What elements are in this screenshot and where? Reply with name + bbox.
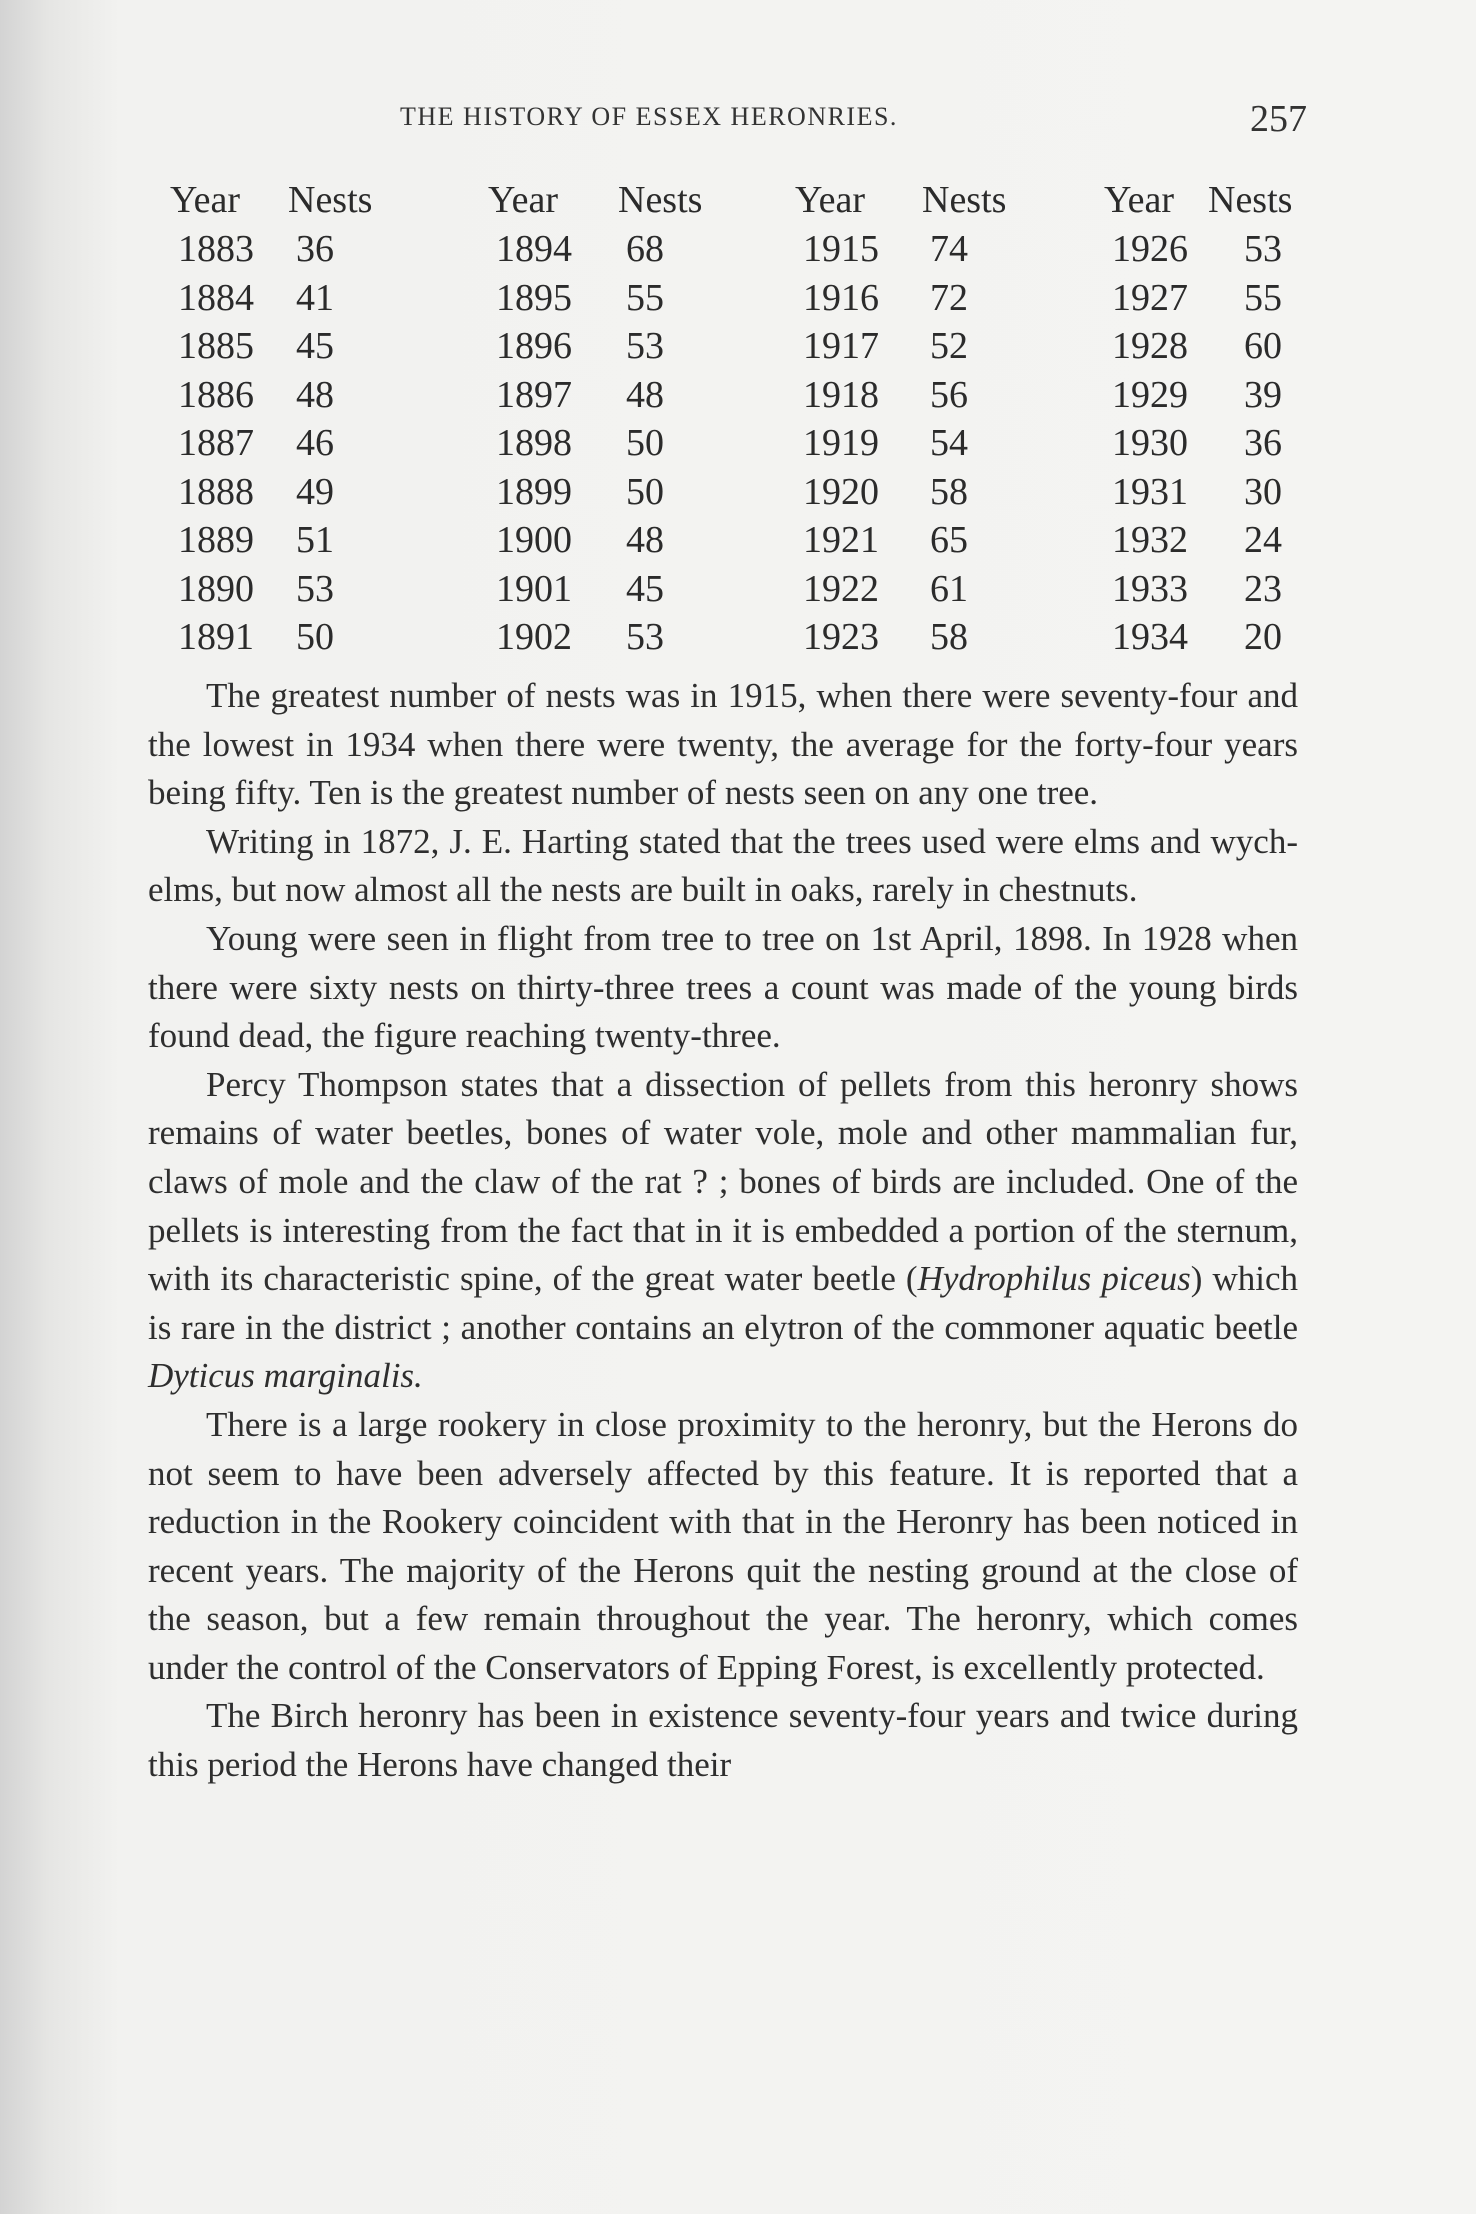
nests-cell: 36 [1244,422,1282,464]
year-cell: 1927 [1112,276,1188,319]
year-cell: 1930 [1112,422,1188,464]
nests-cell: 53 [626,325,664,367]
year-cell: 1899 [496,470,572,513]
year-cell: 1932 [1112,519,1188,561]
nests-cell: 20 [1244,616,1282,658]
year-cell: 1915 [803,228,879,270]
year-cell: 1934 [1112,616,1188,658]
year-cell: 1923 [803,616,879,658]
nests-cell: 51 [296,519,334,561]
page-number: 257 [1250,98,1307,140]
nests-cell: 53 [1244,228,1282,270]
nests-cell: 54 [930,422,968,464]
nests-cell: 30 [1244,470,1282,513]
year-cell: 1922 [803,567,879,610]
nests-cell: 48 [296,373,334,416]
nests-by-year-table [0,0,1476,700]
column-head-year: Year [170,179,241,221]
nests-cell: 49 [296,470,334,513]
year-cell: 1900 [496,519,572,561]
nests-cell: 50 [626,422,664,464]
paragraph-young-in-flight: Young were seen in flight from tree to tree on 1st April, 1898. In 1928 when there were sixty nests on thirty-three trees a count was made of the young birds found dead, the figure reaching twenty-three. [148,918,1298,1056]
nests-cell: 41 [296,276,334,319]
year-cell: 1896 [496,325,572,367]
paragraph-rookery: There is a large rookery in close proximity to the heronry, but the Herons do not seem to have been adversely affected by this feature. It is reported that a reduction in the Rookery coincident with that in the Heronry has been noticed in recent years. The majority of the Herons quit the nesting ground at the close of the season, but a few remain throughout the year. The heronry, which comes under the control of the Conservators of Epping Forest, is excellently protected. [148,1404,1298,1687]
year-cell: 1918 [803,373,879,416]
nests-cell: 61 [930,567,968,610]
nests-cell: 23 [1244,567,1282,610]
nests-cell: 45 [626,567,664,610]
year-cell: 1897 [496,373,572,416]
nests-cell: 53 [626,616,664,658]
nests-cell: 56 [930,373,968,416]
paragraph-pellets [148,1061,1298,1401]
year-cell: 1886 [178,373,254,416]
nests-cell: 24 [1244,519,1282,561]
nests-cell: 46 [296,422,334,464]
nests-cell: 58 [930,616,968,658]
year-cell: 1883 [178,228,254,270]
column-head-nests: Nests [1208,179,1293,221]
pellets-text-1: Percy Thompson states that a dissection of pellets from this heronry shows remains of water beetles, bones of water vole, mole and other mammalian fur, claws of mole and the claw of the rat ? ; bones of birds are included. One of the pellets is interesting from the fact that in it is embedded a portion of the sternum, with its characteristic spine, of the great water beetle ( [148,1064,1298,1299]
year-cell: 1901 [496,567,572,610]
year-cell: 1916 [803,276,879,319]
nests-cell: 45 [296,325,334,367]
year-cell: 1902 [496,616,572,658]
paragraph-harting: Writing in 1872, J. E. Harting stated that the trees used were elms and wych-elms, but now almost all the nests are built in oaks, rarely in chestnuts. [148,821,1298,910]
year-cell: 1929 [1112,373,1188,416]
column-head-nests: Nests [288,179,373,221]
year-cell: 1891 [178,616,254,658]
nests-cell: 50 [296,616,334,658]
nests-cell: 60 [1244,325,1282,367]
nests-cell: 72 [930,276,968,319]
body-text [148,672,1298,1790]
nests-cell: 50 [626,470,664,513]
column-head-year: Year [1104,179,1175,221]
nests-cell: 52 [930,325,968,367]
column-head-year: Year [488,179,559,221]
year-cell: 1898 [496,422,572,464]
year-cell: 1889 [178,519,254,561]
year-cell: 1894 [496,228,572,270]
nests-cell: 58 [930,470,968,513]
year-cell: 1885 [178,325,254,367]
year-cell: 1928 [1112,325,1188,367]
nests-cell: 53 [296,567,334,610]
column-head-nests: Nests [618,179,703,221]
nests-cell: 55 [626,276,664,319]
nests-cell: 55 [1244,276,1282,319]
year-cell: 1926 [1112,228,1188,270]
year-cell: 1920 [803,470,879,513]
column-head-year: Year [795,179,866,221]
year-cell: 1917 [803,325,879,367]
nests-cell: 48 [626,519,664,561]
year-cell: 1931 [1112,470,1188,513]
paragraph-birch-heronry: The Birch heronry has been in existence seventy-four years and twice during this period the Herons have changed their [148,1696,1298,1785]
latin-name-dyticus: Dyticus marginalis. [148,1356,423,1396]
year-cell: 1890 [178,567,254,610]
year-cell: 1887 [178,422,254,464]
nests-cell: 36 [296,228,334,270]
year-cell: 1919 [803,422,879,464]
column-head-nests: Nests [922,179,1007,221]
year-cell: 1921 [803,519,879,561]
year-cell: 1933 [1112,567,1188,610]
year-cell: 1895 [496,276,572,319]
nests-cell: 39 [1244,373,1282,416]
paragraph-greatest-number: The greatest number of nests was in 1915, when there were seventy-four and the lowest in 1934 when there were twenty, the average for the forty-four years being fifty. Ten is the greatest number of nests seen on any one tree. [148,676,1298,813]
pellets-text-2: ) which is rare in the district ; another contains an elytron of the commoner aquatic beetle [148,1259,1298,1347]
latin-name-hydrophilus: Hydrophilus piceus [917,1259,1191,1299]
nests-cell: 65 [930,519,968,561]
nests-cell: 68 [626,228,664,270]
year-cell: 1888 [178,470,254,513]
nests-cell: 48 [626,373,664,416]
running-head: THE HISTORY OF ESSEX HERONRIES. [400,102,898,131]
nests-cell: 74 [930,228,968,270]
year-cell: 1884 [178,276,254,319]
